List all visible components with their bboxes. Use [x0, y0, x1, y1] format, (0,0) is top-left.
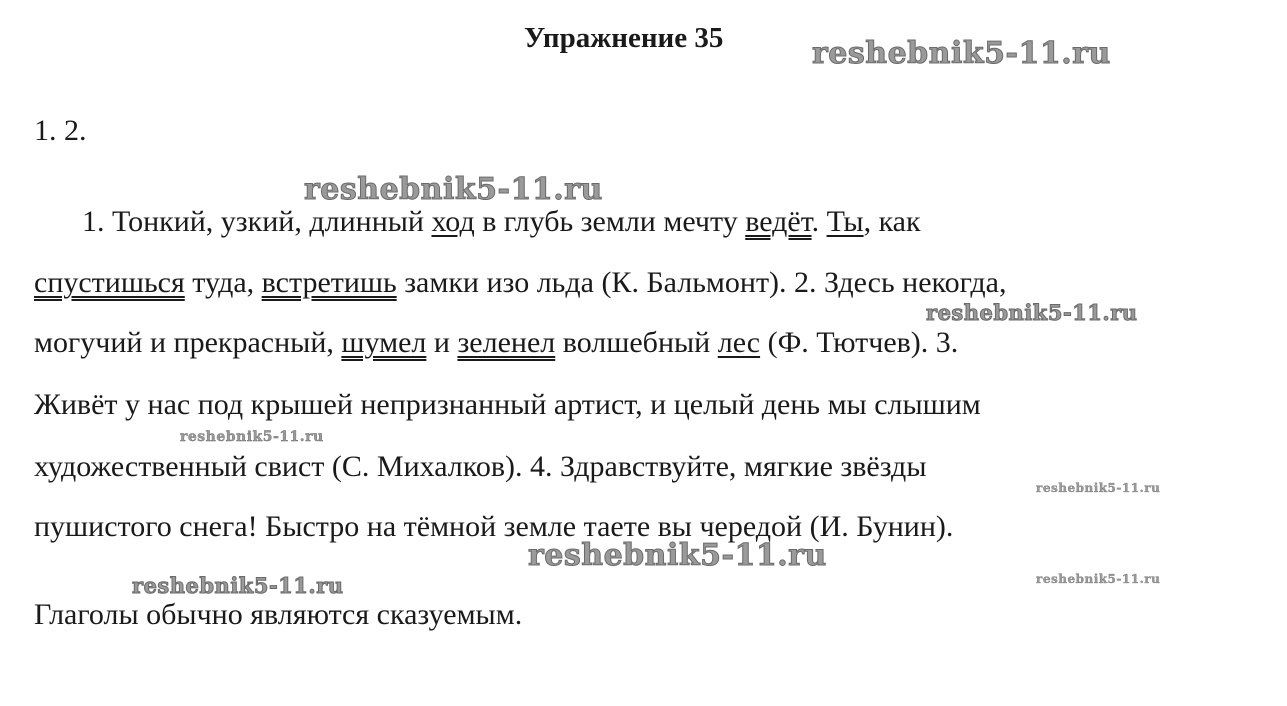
- predicate-word: встретишь: [261, 266, 397, 299]
- text-fragment: замки изо льда (К. Бальмонт). 2. Здесь некогда,: [396, 266, 1007, 299]
- text-fragment: волшебный: [555, 326, 718, 359]
- watermark: reshebnik5-11.ru: [528, 538, 827, 573]
- watermark: reshebnik5-11.ru: [812, 36, 1111, 71]
- text-fragment: могучий и прекрасный,: [34, 326, 342, 359]
- task-numbering: 1. 2.: [34, 114, 87, 147]
- text-fragment: .: [811, 205, 827, 238]
- text-fragment: (Ф. Тютчев). 3.: [760, 326, 959, 359]
- predicate-word: ведёт: [745, 205, 812, 238]
- text-fragment: и: [426, 326, 458, 359]
- watermark: reshebnik5-11.ru: [180, 429, 324, 445]
- text-fragment: 1. Тонкий, узкий, длинный: [82, 205, 432, 238]
- watermark: reshebnik5-11.ru: [304, 172, 603, 207]
- watermark: reshebnik5-11.ru: [1036, 481, 1161, 495]
- text-fragment: , как: [863, 205, 921, 238]
- exercise-title: Упражнение 35: [524, 22, 724, 54]
- text-line-4: Живёт у нас под крышей непризнанный артист, и целый день мы слышим: [34, 388, 981, 421]
- watermark: reshebnik5-11.ru: [926, 300, 1138, 325]
- predicate-word: спустишься: [34, 266, 185, 299]
- subject-word: ход: [431, 205, 475, 238]
- subject-word: лес: [717, 326, 761, 359]
- conclusion-text: Глаголы обычно являются сказуемым.: [34, 598, 523, 631]
- text-line-1: [82, 205, 921, 239]
- text-line-6: пушистого снега! Быстро на тёмной земле таете вы чередой (И. Бунин).: [34, 510, 954, 543]
- text-fragment: в глубь земли мечту: [474, 205, 746, 238]
- text-line-2: [34, 266, 1006, 300]
- text-line-3: [34, 326, 958, 360]
- text-fragment: туда,: [184, 266, 262, 299]
- predicate-word: шумел: [341, 326, 427, 359]
- predicate-word: зеленел: [457, 326, 556, 359]
- text-line-5: художественный свист (С. Михалков). 4. Здравствуйте, мягкие звёзды: [34, 450, 927, 483]
- watermark: reshebnik5-11.ru: [132, 573, 344, 598]
- watermark: reshebnik5-11.ru: [1036, 572, 1161, 586]
- subject-word: Ты: [826, 205, 864, 238]
